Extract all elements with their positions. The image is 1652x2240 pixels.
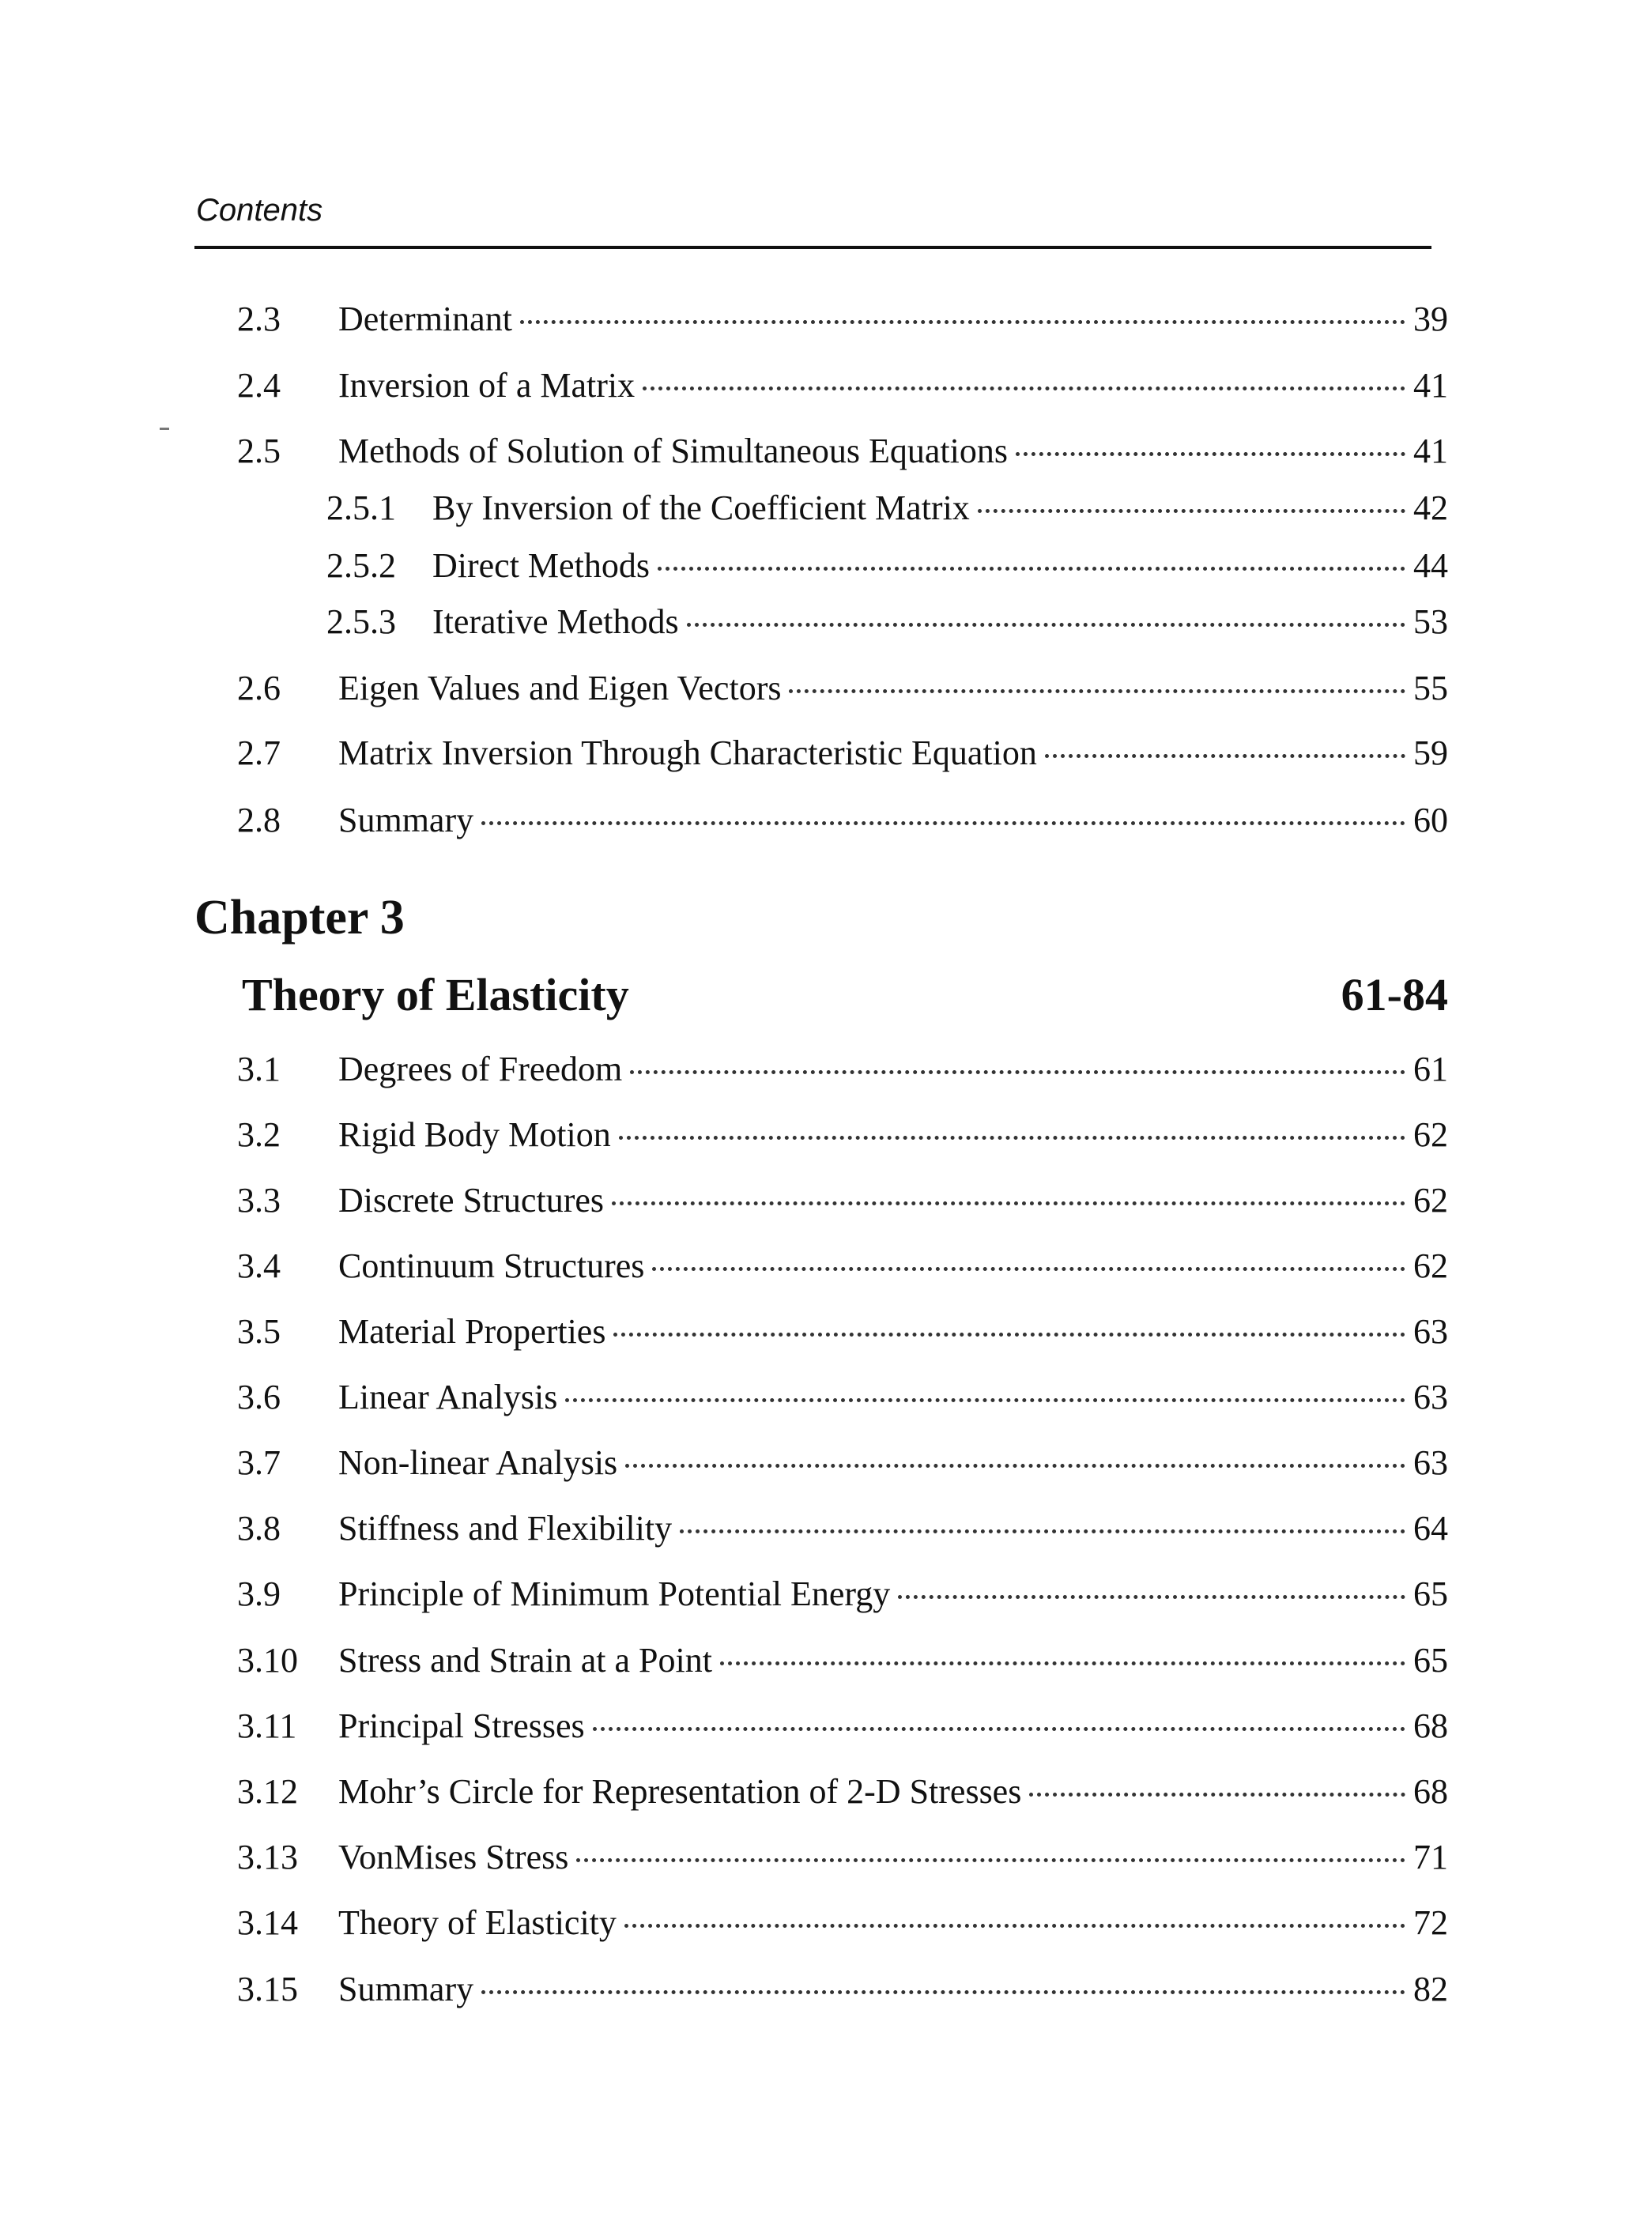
page-number: 42 <box>1413 488 1448 527</box>
leader-dots <box>613 1333 1405 1337</box>
section-title: Direct Methods <box>432 546 650 585</box>
section-number: 2.4 <box>237 366 281 405</box>
section-title: Summary <box>338 801 474 839</box>
leader-dots <box>593 1727 1405 1731</box>
section-title: Principle of Minimum Potential Energy <box>338 1574 891 1613</box>
leader-dots <box>481 821 1405 825</box>
page-number: 63 <box>1413 1312 1448 1351</box>
page-number: 72 <box>1413 1903 1448 1942</box>
leader-dots <box>612 1201 1405 1205</box>
section-number: 3.7 <box>237 1443 281 1482</box>
toc-entry-3-6[interactable] <box>237 1375 1448 1420</box>
section-number: 3.9 <box>237 1574 281 1613</box>
chapter-title-row[interactable] <box>242 969 1448 1020</box>
section-number: 2.5.3 <box>326 602 396 641</box>
section-number: 2.8 <box>237 801 281 839</box>
leader-dots <box>643 387 1405 390</box>
page-number: 62 <box>1413 1246 1448 1285</box>
leader-dots <box>630 1070 1405 1074</box>
page-number: 65 <box>1413 1574 1448 1613</box>
toc-entry-3-14[interactable] <box>237 1901 1448 1945</box>
section-number: 3.15 <box>237 1970 298 2008</box>
section-number: 3.1 <box>237 1050 281 1088</box>
section-title: VonMises Stress <box>338 1838 569 1876</box>
page-number: 55 <box>1413 669 1448 707</box>
leader-dots <box>520 320 1405 324</box>
section-title: Non-linear Analysis <box>338 1443 618 1482</box>
margin-mark <box>160 428 169 430</box>
section-title: Continuum Structures <box>338 1246 645 1285</box>
page-number: 44 <box>1413 546 1448 585</box>
section-number: 2.6 <box>237 669 281 707</box>
section-title: Determinant <box>338 300 512 338</box>
toc-entry-2-5-1[interactable] <box>326 486 1448 530</box>
section-title: Degrees of Freedom <box>338 1050 623 1088</box>
toc-entry-3-15[interactable] <box>237 1967 1448 2012</box>
section-title: Linear Analysis <box>338 1378 558 1416</box>
page-number: 61 <box>1413 1050 1448 1088</box>
section-title: Rigid Body Motion <box>338 1115 611 1154</box>
toc-entry-3-8[interactable] <box>237 1507 1448 1551</box>
section-title: Iterative Methods <box>432 602 679 641</box>
leader-dots <box>625 1464 1405 1468</box>
leader-dots <box>576 1858 1405 1862</box>
page-number: 60 <box>1413 801 1448 839</box>
page-number: 63 <box>1413 1443 1448 1482</box>
section-title: By Inversion of the Coefficient Matrix <box>432 488 970 527</box>
section-title: Inversion of a Matrix <box>338 366 636 405</box>
section-title: Matrix Inversion Through Characteristic Equation <box>338 733 1037 772</box>
toc-entry-2-7[interactable] <box>237 731 1448 775</box>
section-title: Stiffness and Flexibility <box>338 1509 673 1548</box>
section-title: Principal Stresses <box>338 1706 585 1745</box>
section-number: 3.11 <box>237 1706 297 1745</box>
leader-dots <box>619 1136 1405 1140</box>
leader-dots <box>481 1990 1405 1994</box>
section-number: 3.12 <box>237 1772 298 1811</box>
section-number: 3.6 <box>237 1378 281 1416</box>
running-head: Contents <box>196 193 323 228</box>
section-number: 3.5 <box>237 1312 281 1351</box>
toc-entry-3-1[interactable] <box>237 1047 1448 1092</box>
page-number: 82 <box>1413 1970 1448 2008</box>
section-number: 2.5.2 <box>326 546 396 585</box>
section-title: Theory of Elasticity <box>338 1903 617 1942</box>
toc-entry-3-4[interactable] <box>237 1244 1448 1288</box>
toc-entry-2-4[interactable] <box>237 364 1448 408</box>
leader-dots <box>687 623 1405 627</box>
page-number: 64 <box>1413 1509 1448 1548</box>
page-number: 41 <box>1413 432 1448 470</box>
toc-entry-3-12[interactable] <box>237 1770 1448 1814</box>
toc-entry-3-13[interactable] <box>237 1835 1448 1880</box>
leader-dots <box>680 1529 1405 1533</box>
page-number: 39 <box>1413 300 1448 338</box>
toc-entry-3-11[interactable] <box>237 1704 1448 1748</box>
section-number: 3.2 <box>237 1115 281 1154</box>
section-number: 2.5.1 <box>326 488 396 527</box>
section-title: Stress and Strain at a Point <box>338 1641 712 1680</box>
section-title: Methods of Solution of Simultaneous Equations <box>338 432 1008 470</box>
section-title: Mohr’s Circle for Representation of 2-D Stresses <box>338 1772 1022 1811</box>
toc-entry-2-5[interactable] <box>237 429 1448 473</box>
section-number: 2.7 <box>237 733 281 772</box>
section-number: 2.5 <box>237 432 281 470</box>
leader-dots <box>1016 452 1405 456</box>
page-number: 63 <box>1413 1378 1448 1416</box>
leader-dots <box>898 1595 1405 1599</box>
leader-dots <box>789 689 1405 693</box>
leader-dots <box>658 567 1405 571</box>
chapter-title: Theory of Elasticity <box>242 969 629 1020</box>
toc-entry-3-2[interactable] <box>237 1113 1448 1157</box>
chapter-heading: Chapter 3 <box>194 891 405 945</box>
section-number: 2.3 <box>237 300 281 338</box>
toc-entry-2-5-2[interactable] <box>326 544 1448 588</box>
toc-entry-3-9[interactable] <box>237 1572 1448 1616</box>
page-number: 53 <box>1413 602 1448 641</box>
toc-entry-3-5[interactable] <box>237 1310 1448 1354</box>
section-title: Discrete Structures <box>338 1181 604 1220</box>
section-title: Eigen Values and Eigen Vectors <box>338 669 782 707</box>
page-number: 62 <box>1413 1115 1448 1154</box>
section-number: 3.14 <box>237 1903 298 1942</box>
chapter-page-range: 61-84 <box>1341 969 1448 1020</box>
section-number: 3.3 <box>237 1181 281 1220</box>
toc-entry-3-10[interactable] <box>237 1639 1448 1683</box>
toc-entry-3-7[interactable] <box>237 1441 1448 1485</box>
leader-dots <box>565 1398 1405 1402</box>
toc-entry-3-3[interactable] <box>237 1178 1448 1223</box>
toc-entry-2-6[interactable] <box>237 666 1448 711</box>
page-number: 41 <box>1413 366 1448 405</box>
toc-entry-2-8[interactable] <box>237 798 1448 843</box>
page-number: 71 <box>1413 1838 1448 1876</box>
page-number: 62 <box>1413 1181 1448 1220</box>
leader-dots <box>978 509 1405 513</box>
page-number: 59 <box>1413 733 1448 772</box>
leader-dots <box>1045 754 1405 758</box>
section-number: 3.4 <box>237 1246 281 1285</box>
leader-dots <box>720 1661 1405 1665</box>
section-title: Summary <box>338 1970 474 2008</box>
leader-dots <box>1029 1793 1405 1797</box>
section-number: 3.13 <box>237 1838 298 1876</box>
page-number: 68 <box>1413 1772 1448 1811</box>
section-title: Material Properties <box>338 1312 606 1351</box>
leader-dots <box>624 1924 1405 1928</box>
leader-dots <box>652 1267 1405 1271</box>
section-number: 3.8 <box>237 1509 281 1548</box>
toc-entry-2-3[interactable] <box>237 297 1448 341</box>
section-number: 3.10 <box>237 1641 298 1680</box>
header-rule <box>194 246 1431 249</box>
page-number: 68 <box>1413 1706 1448 1745</box>
page-number: 65 <box>1413 1641 1448 1680</box>
toc-entry-2-5-3[interactable] <box>326 600 1448 644</box>
